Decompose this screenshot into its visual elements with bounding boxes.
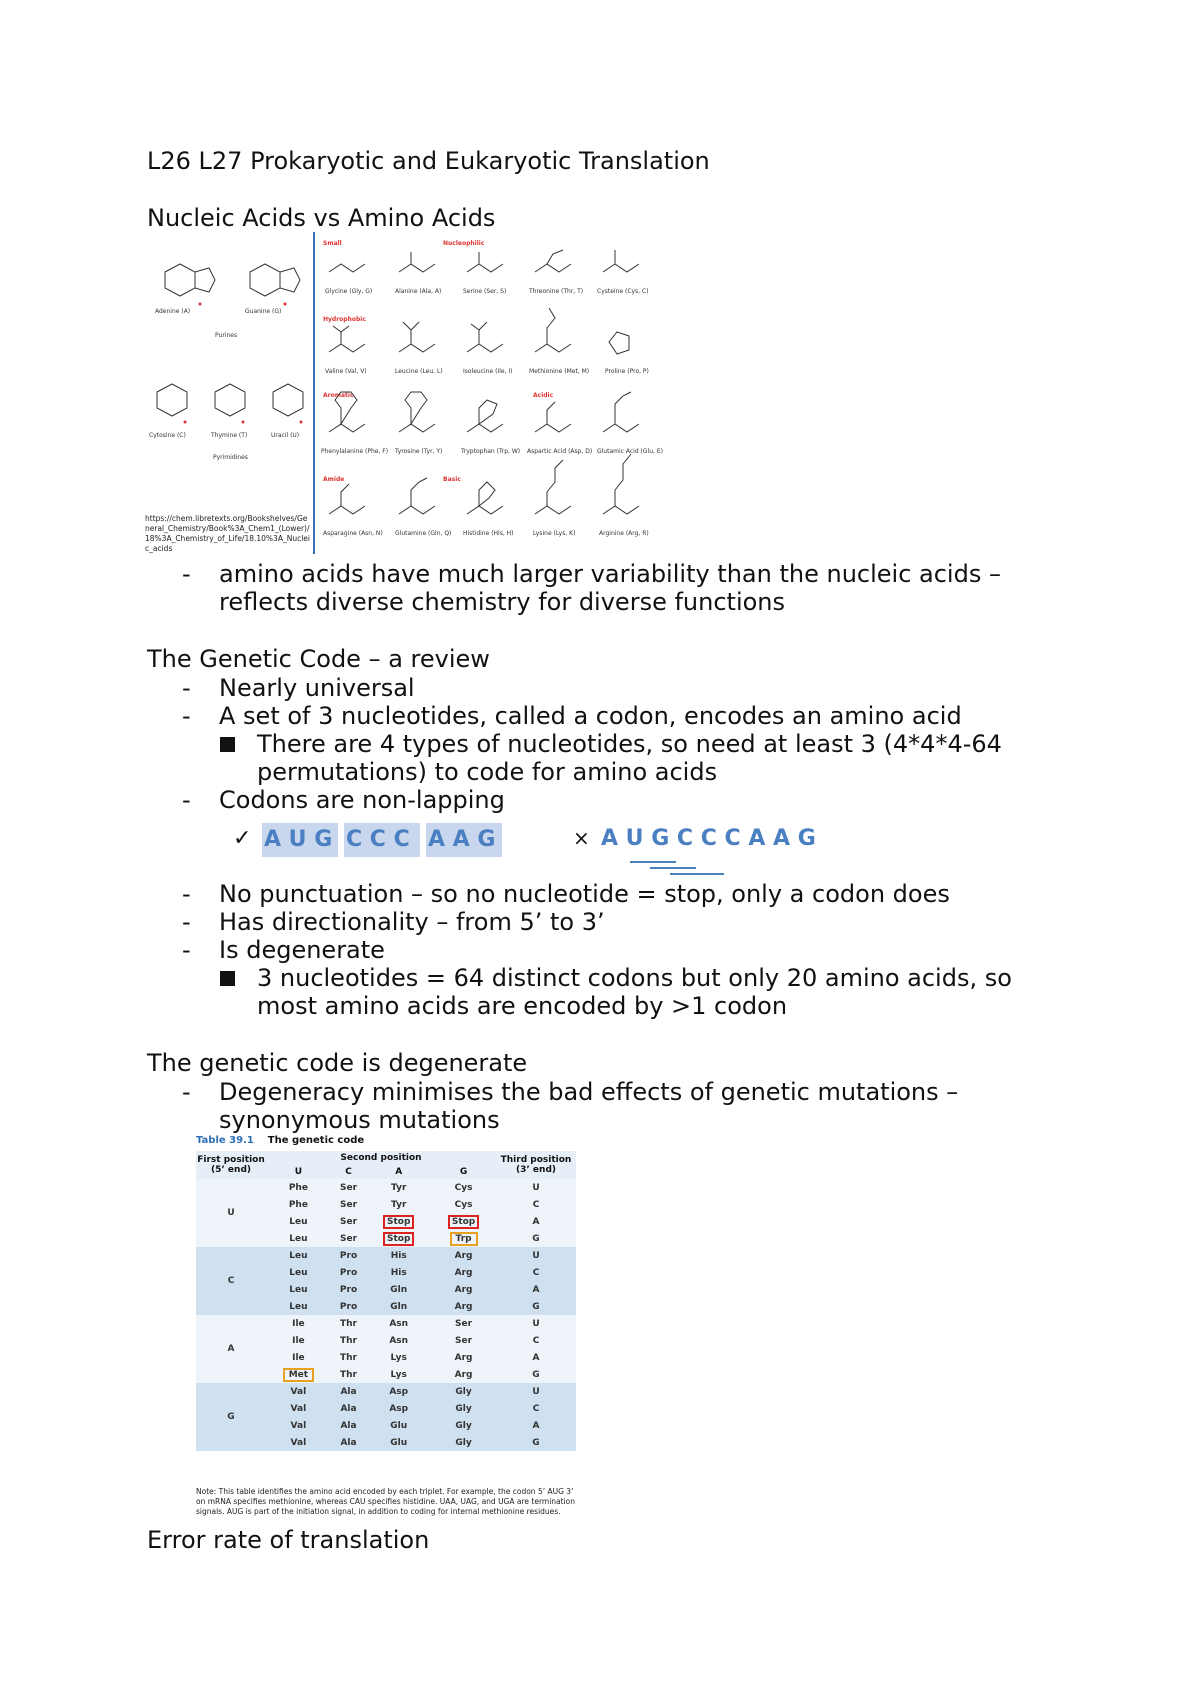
bullet-dash: - <box>182 936 191 964</box>
codon-value: Ile <box>292 1352 305 1363</box>
codon-cell <box>331 1264 367 1281</box>
codon-value: Pro <box>339 1250 358 1261</box>
table-row <box>196 1247 576 1264</box>
codon-cell <box>366 1264 431 1281</box>
codon-value: Arg <box>454 1267 473 1278</box>
aa-proline: Proline (Pro, P) <box>605 368 649 375</box>
bullet-degeneracy-line1: Degeneracy minimises the bad effects of genetic mutations – <box>219 1078 959 1106</box>
codon-value: Lys <box>390 1352 407 1363</box>
codon-value: A <box>532 1216 540 1227</box>
bullet-dash: - <box>182 1078 191 1106</box>
bullet-dash: - <box>182 786 191 814</box>
square-bullet-icon <box>220 971 235 986</box>
codon-cell <box>366 1383 431 1400</box>
codon-cell <box>331 1213 367 1230</box>
third-position-cell <box>496 1230 576 1247</box>
table-title: The genetic code <box>267 1135 365 1146</box>
codon-value: C <box>532 1199 540 1210</box>
codon-cell <box>366 1434 431 1451</box>
codon-cell <box>366 1315 431 1332</box>
bullet-dash: - <box>182 880 191 908</box>
codon-cell <box>366 1230 431 1247</box>
codon-cell <box>266 1400 331 1417</box>
codon-value: Ser <box>340 1182 358 1193</box>
table-row <box>196 1179 576 1196</box>
cross-mark-icon: × <box>573 826 590 850</box>
codon-text: A A G <box>428 827 496 852</box>
codon-value: Ser <box>455 1335 473 1346</box>
codon-value: His <box>390 1250 407 1261</box>
thymine-label: Thymine (T) <box>211 432 248 439</box>
aa-alanine: Alanine (Ala, A) <box>395 288 442 295</box>
codon-cell <box>431 1179 496 1196</box>
codon-value: Stop <box>383 1232 414 1246</box>
third-position-cell <box>496 1247 576 1264</box>
aa-methionine: Methionine (Met, M) <box>529 368 590 375</box>
first-position-cell: C <box>196 1247 266 1315</box>
codon-value: Asp <box>389 1403 409 1414</box>
codon-cell <box>331 1349 367 1366</box>
source-url: https://chem.libretexts.org/Bookshelves/General_Chemistry/Book%3A_Chem1_(Lower)/18%3A_Chemistry_of_Life/18.10%3A_Nucleic_acids <box>145 514 310 553</box>
guanine-label: Guanine (G) <box>245 308 282 315</box>
codon-value: Glu <box>390 1420 408 1431</box>
aa-phenylalanine: Phenylalanine (Phe, F) <box>321 448 389 455</box>
codon-value: Gln <box>390 1301 408 1312</box>
codon-cell <box>431 1264 496 1281</box>
codon-cell <box>366 1349 431 1366</box>
third-position-cell <box>496 1264 576 1281</box>
codon-cell <box>431 1366 496 1383</box>
codon-value: A <box>532 1420 540 1431</box>
codon-cell <box>266 1366 331 1383</box>
codon-value: Arg <box>454 1369 473 1380</box>
aa-aspartic-acid: Aspartic Acid (Asp, D) <box>527 448 593 455</box>
codon-value: Lys <box>390 1369 407 1380</box>
codon-text: A U G <box>264 827 333 852</box>
codon-cell <box>366 1213 431 1230</box>
codon-cell <box>431 1247 496 1264</box>
codon-value: Leu <box>289 1267 308 1278</box>
codon-value: Arg <box>454 1301 473 1312</box>
bullet-codon-definition: A set of 3 nucleotides, called a codon, encodes an amino acid <box>219 702 962 730</box>
codon-value: Ile <box>292 1318 305 1329</box>
col-header: U <box>266 1165 331 1179</box>
codon-value: Cys <box>454 1199 473 1210</box>
codon-cell <box>266 1298 331 1315</box>
codon-cell <box>331 1298 367 1315</box>
codon-value: Cys <box>454 1182 473 1193</box>
codon-cell <box>431 1417 496 1434</box>
codon-value: G <box>532 1233 540 1244</box>
codon-value: C <box>532 1403 540 1414</box>
bullet-dash: - <box>182 702 191 730</box>
category-aromatic: Aromatic <box>323 392 354 399</box>
codon-value: Thr <box>340 1335 358 1346</box>
overlapping-codon-sequence: A U G C C C A A G <box>601 826 816 851</box>
amino-acid-structures-image <box>317 232 662 554</box>
codon-cell <box>431 1332 496 1349</box>
third-position-header: Third position (3’ end) <box>496 1151 576 1179</box>
nucleic-amino-acid-figure <box>145 232 665 554</box>
codon-cell <box>266 1281 331 1298</box>
codon-cell <box>266 1230 331 1247</box>
codon-value: Ser <box>340 1216 358 1227</box>
codon-value: Glu <box>390 1437 408 1448</box>
section-heading-genetic-code-review: The Genetic Code – a review <box>147 645 490 673</box>
codon-value: Gly <box>455 1386 472 1397</box>
codon-value: Tyr <box>391 1182 407 1193</box>
page-title: L26 L27 Prokaryotic and Eukaryotic Translation <box>147 147 710 175</box>
codon-text: C C C <box>346 827 410 852</box>
codon-cell <box>431 1213 496 1230</box>
third-position-cell <box>496 1349 576 1366</box>
codon-value: U <box>532 1182 540 1193</box>
codon-cell <box>331 1332 367 1349</box>
aa-leucine: Leucine (Leu, L) <box>395 368 443 375</box>
codon-value: U <box>532 1318 540 1329</box>
first-position-cell: A <box>196 1315 266 1383</box>
codon-box <box>262 823 338 857</box>
codon-value: Ile <box>292 1335 305 1346</box>
table-caption <box>196 1135 364 1146</box>
table-number: Table 39.1 <box>196 1135 254 1146</box>
codon-value: A <box>532 1352 540 1363</box>
first-position-cell: U <box>196 1179 266 1247</box>
bullet-variability-line1: amino acids have much larger variability than the nucleic acids – <box>219 560 1001 588</box>
codon-cell <box>331 1179 367 1196</box>
codon-value: Met <box>283 1368 314 1382</box>
codon-value: C <box>532 1335 540 1346</box>
codon-cell <box>366 1366 431 1383</box>
codon-value: Phe <box>288 1182 308 1193</box>
codon-cell <box>366 1417 431 1434</box>
aa-isoleucine: Isoleucine (Ile, I) <box>463 368 513 375</box>
codon-cell <box>331 1417 367 1434</box>
first-position-header: First position (5’ end) <box>196 1151 266 1179</box>
codon-value: Val <box>290 1437 307 1448</box>
bullet-dash: - <box>182 908 191 936</box>
codon-value: Thr <box>340 1369 358 1380</box>
codon-value: Ser <box>455 1318 473 1329</box>
codon-cell <box>431 1349 496 1366</box>
aa-lysine: Lysine (Lys, K) <box>533 530 576 537</box>
subbullet-64-codons-line1: 3 nucleotides = 64 distinct codons but only 20 amino acids, so <box>257 964 1012 992</box>
codon-value: Ser <box>340 1199 358 1210</box>
codon-value: Thr <box>340 1352 358 1363</box>
codon-value: G <box>532 1369 540 1380</box>
codon-value: C <box>532 1267 540 1278</box>
table-note: Note: This table identifies the amino acid encoded by each triplet. For example, the codon 5’ AUG 3’ on mRNA specifies methionine, whereas CAU specifies histidine. UAA, UAG, and UGA are termination signals. AUG is part of the initiation signal, in addition to coding for internal methionine residues. <box>196 1487 576 1516</box>
col-header: C <box>331 1165 367 1179</box>
codon-cell <box>331 1366 367 1383</box>
codon-value: Arg <box>454 1352 473 1363</box>
aa-glutamic-acid: Glutamic Acid (Glu, E) <box>597 448 663 455</box>
adenine-label: Adenine (A) <box>155 308 191 315</box>
codon-cell <box>431 1230 496 1247</box>
section-heading-error-rate: Error rate of translation <box>147 1526 430 1554</box>
codon-value: Thr <box>340 1318 358 1329</box>
codon-cell <box>431 1281 496 1298</box>
third-position-cell <box>496 1332 576 1349</box>
bullet-directionality: Has directionality – from 5’ to 3’ <box>219 908 605 936</box>
category-basic: Basic <box>443 476 461 483</box>
third-position-cell <box>496 1366 576 1383</box>
aa-threonine: Threonine (Thr, T) <box>529 288 584 295</box>
aa-histidine: Histidine (His, H) <box>463 530 514 537</box>
codon-cell <box>266 1213 331 1230</box>
aa-asparagine: Asparagine (Asn, N) <box>323 530 383 537</box>
codon-value: Asn <box>389 1318 409 1329</box>
codon-box <box>426 823 502 857</box>
table-row <box>196 1315 576 1332</box>
section-heading-nucleic-amino: Nucleic Acids vs Amino Acids <box>147 204 496 232</box>
codon-cell <box>266 1383 331 1400</box>
codon-value: Pro <box>339 1267 358 1278</box>
bullet-nearly-universal: Nearly universal <box>219 674 415 702</box>
aa-tyrosine: Tyrosine (Tyr, Y) <box>395 448 443 455</box>
codon-value: Asp <box>389 1386 409 1397</box>
codon-cell <box>366 1247 431 1264</box>
codon-cell <box>431 1383 496 1400</box>
codon-cell <box>331 1315 367 1332</box>
category-nucleophilic: Nucleophilic <box>443 240 485 247</box>
codon-cell <box>331 1281 367 1298</box>
pyrimidines-label: Pyrimidines <box>213 454 248 461</box>
codon-value: Leu <box>289 1216 308 1227</box>
codon-cell <box>266 1349 331 1366</box>
bullet-dash: - <box>182 560 191 588</box>
bullet-degenerate: Is degenerate <box>219 936 385 964</box>
codon-value: U <box>532 1386 540 1397</box>
codon-value: Gln <box>390 1284 408 1295</box>
codon-value: A <box>532 1284 540 1295</box>
bullet-dash: - <box>182 674 191 702</box>
bullet-non-lapping: Codons are non-lapping <box>219 786 505 814</box>
codon-cell <box>366 1298 431 1315</box>
category-amide: Amide <box>323 476 345 483</box>
square-bullet-icon <box>220 737 235 752</box>
codon-cell <box>431 1298 496 1315</box>
third-position-cell <box>496 1179 576 1196</box>
category-hydrophobic: Hydrophobic <box>323 316 366 323</box>
codon-value: Ser <box>340 1233 358 1244</box>
first-position-cell: G <box>196 1383 266 1451</box>
codon-value: Val <box>290 1386 307 1397</box>
codon-cell <box>266 1179 331 1196</box>
bullet-degeneracy-line2: synonymous mutations <box>219 1106 500 1134</box>
codon-cell <box>366 1179 431 1196</box>
cytosine-label: Cytosine (C) <box>149 432 186 439</box>
aa-serine: Serine (Ser, S) <box>463 288 507 295</box>
aa-valine: Valine (Val, V) <box>325 368 367 375</box>
codon-cell <box>431 1434 496 1451</box>
bullet-no-punctuation: No punctuation – so no nucleotide = stop, only a codon does <box>219 880 950 908</box>
section-heading-degenerate: The genetic code is degenerate <box>147 1049 528 1077</box>
codon-cell <box>331 1196 367 1213</box>
codon-cell <box>266 1247 331 1264</box>
codon-value: G <box>532 1301 540 1312</box>
codon-cell <box>366 1281 431 1298</box>
codon-cell <box>266 1417 331 1434</box>
uracil-label: Uracil (U) <box>271 432 300 439</box>
third-position-cell <box>496 1417 576 1434</box>
codon-cell <box>431 1400 496 1417</box>
codon-cell <box>331 1434 367 1451</box>
aa-cysteine: Cysteine (Cys, C) <box>597 288 649 295</box>
codon-cell <box>331 1230 367 1247</box>
codon-value: G <box>532 1437 540 1448</box>
codon-value: Pro <box>339 1301 358 1312</box>
codon-cell <box>266 1315 331 1332</box>
codon-cell <box>266 1434 331 1451</box>
codon-cell <box>431 1315 496 1332</box>
codon-value: Trp <box>450 1232 478 1246</box>
third-position-cell <box>496 1196 576 1213</box>
codon-value: Gly <box>455 1437 472 1448</box>
codon-value: U <box>532 1250 540 1261</box>
third-position-cell <box>496 1298 576 1315</box>
figure-divider <box>313 232 315 554</box>
third-position-cell <box>496 1213 576 1230</box>
codon-cell <box>331 1247 367 1264</box>
genetic-code-table <box>196 1135 582 1515</box>
codon-cell <box>366 1332 431 1349</box>
check-mark-icon: ✓ <box>233 826 252 851</box>
codon-value: Phe <box>288 1199 308 1210</box>
codon-value: Leu <box>289 1284 308 1295</box>
third-position-cell <box>496 1281 576 1298</box>
third-position-cell <box>496 1434 576 1451</box>
aa-tryptophan: Tryptophan (Trp, W) <box>461 448 521 455</box>
subbullet-nucleotide-types-line1: There are 4 types of nucleotides, so need at least 3 (4*4*4-64 <box>257 730 1002 758</box>
overlap-underline-icon <box>600 858 730 878</box>
codon-cell <box>331 1400 367 1417</box>
codon-value: Tyr <box>391 1199 407 1210</box>
codon-value: Arg <box>454 1250 473 1261</box>
codon-value: Ala <box>340 1437 357 1448</box>
codon-value: Leu <box>289 1233 308 1244</box>
codon-cell <box>266 1196 331 1213</box>
purines-label: Purines <box>215 332 238 339</box>
genetic-code-grid <box>196 1151 576 1451</box>
codon-value: Arg <box>454 1284 473 1295</box>
aa-glutamine: Glutamine (Gln, Q) <box>395 530 452 537</box>
category-acidic: Acidic <box>533 392 554 399</box>
codon-cell <box>266 1264 331 1281</box>
codon-value: Ala <box>340 1420 357 1431</box>
codon-value: Asn <box>389 1335 409 1346</box>
second-position-header: Second position <box>266 1151 496 1165</box>
codon-value: Stop <box>448 1215 479 1229</box>
codon-value: Gly <box>455 1420 472 1431</box>
codon-value: Pro <box>339 1284 358 1295</box>
subbullet-64-codons-line2: most amino acids are encoded by >1 codon <box>257 992 788 1020</box>
bullet-variability-line2: reflects diverse chemistry for diverse functions <box>219 588 786 616</box>
codon-cell <box>431 1196 496 1213</box>
codon-value: His <box>390 1267 407 1278</box>
codon-box <box>344 823 420 857</box>
col-header: G <box>431 1165 496 1179</box>
codon-value: Leu <box>289 1301 308 1312</box>
codon-value: Val <box>290 1403 307 1414</box>
category-small: Small <box>323 240 342 247</box>
codon-value: Stop <box>383 1215 414 1229</box>
codon-value: Ala <box>340 1403 357 1414</box>
codon-cell <box>366 1196 431 1213</box>
third-position-cell <box>496 1400 576 1417</box>
col-header: A <box>366 1165 431 1179</box>
nucleotide-structures-image <box>145 232 310 512</box>
codon-value: Val <box>290 1420 307 1431</box>
aa-arginine: Arginine (Arg, R) <box>599 530 649 537</box>
codon-value: Leu <box>289 1250 308 1261</box>
codon-cell <box>266 1332 331 1349</box>
third-position-cell <box>496 1383 576 1400</box>
codon-cell <box>366 1400 431 1417</box>
codon-value: Gly <box>455 1403 472 1414</box>
subbullet-nucleotide-types-line2: permutations) to code for amino acids <box>257 758 718 786</box>
codon-value: Ala <box>340 1386 357 1397</box>
table-row <box>196 1383 576 1400</box>
third-position-cell <box>496 1315 576 1332</box>
codon-cell <box>331 1383 367 1400</box>
aa-glycine: Glycine (Gly, G) <box>325 288 373 295</box>
